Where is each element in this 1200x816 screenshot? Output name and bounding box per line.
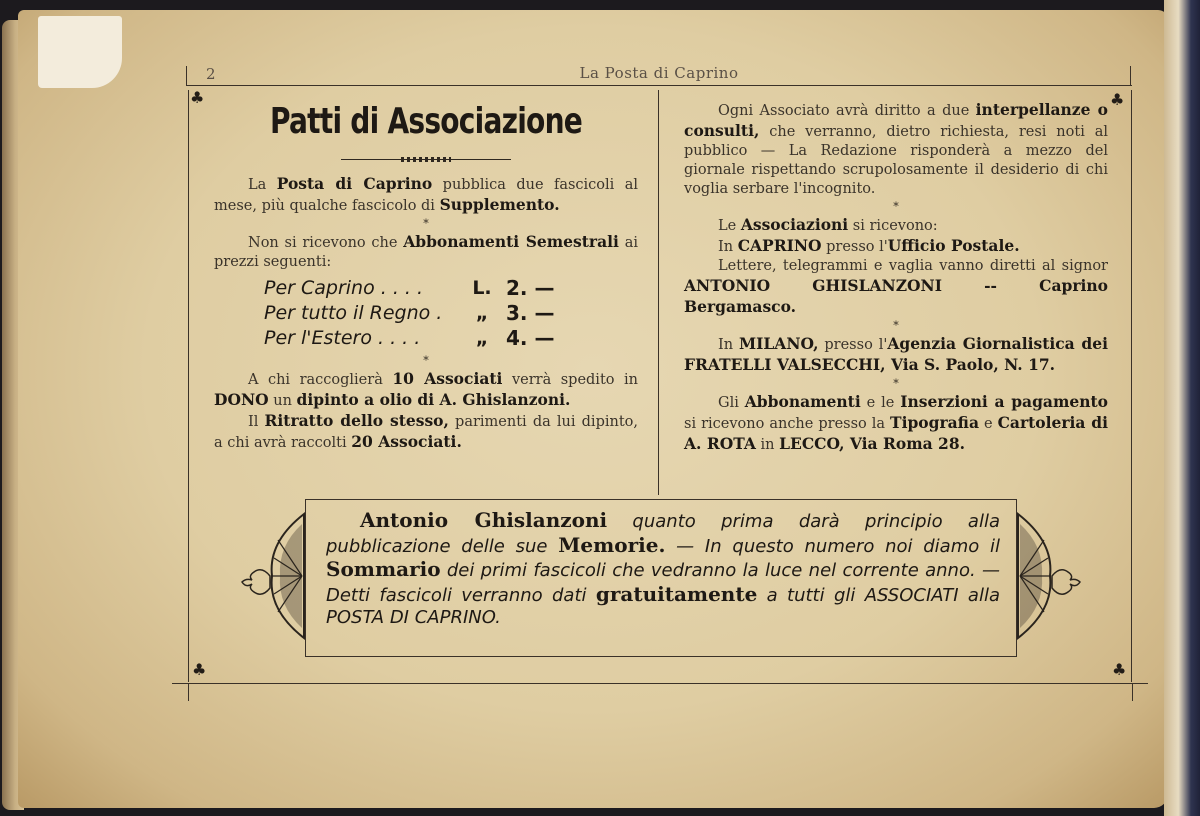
left-column xyxy=(214,96,638,453)
paragraph: Non si ricevono che Abbonamenti Semestrali ai prezzi seguenti: xyxy=(214,232,638,270)
decorative-rule xyxy=(341,154,511,164)
club-ornament-icon: ♣ xyxy=(190,88,205,107)
header-tick-left xyxy=(186,66,187,86)
running-title: La Posta di Caprino xyxy=(579,64,739,82)
paragraph: Le Associazioni si ricevono: xyxy=(718,215,938,234)
column-divider xyxy=(658,90,659,495)
section-title: Patti di Associazione xyxy=(269,101,583,142)
fan-ornament-icon xyxy=(238,510,308,642)
paragraph: In CAPRINO presso l'Ufficio Postale. xyxy=(718,236,1020,255)
book-binding-edge xyxy=(1164,0,1200,816)
paragraph: In MILANO, presso l'Agenzia Giornalistica dei FRATELLI VALSECCHI, Via S. Paolo, N. 17. xyxy=(684,334,1108,374)
footer-tick-left xyxy=(188,683,189,701)
club-ornament-icon: ♣ xyxy=(1110,90,1125,109)
asterism: * xyxy=(893,319,899,332)
page-header xyxy=(186,62,1132,86)
paragraph: Gli Abbonamenti e le Inserzioni a pagamento si ricevono anche presso la Tipografia e Cartoleria di A. ROTA in LECCO, Via Roma 28. xyxy=(684,392,1108,453)
memorie-notice-box xyxy=(305,499,1017,657)
asterism: * xyxy=(893,377,899,390)
paragraph: A chi raccoglierà 10 Associati verrà spedito in DONO un dipinto a olio di A. Ghislanzoni. xyxy=(214,369,638,409)
frame-bottom-rule xyxy=(172,683,1148,684)
paragraph: La Posta di Caprino pubblica due fascicoli al mese, più qualche fascicolo di Supplemento. xyxy=(214,174,638,214)
paragraph: Il Ritratto dello stesso, parimenti da lui dipinto, a chi avrà raccolti 20 Associati. xyxy=(214,411,638,451)
fan-ornament-icon xyxy=(1014,510,1084,642)
paragraph: Lettere, telegrammi e vaglia vanno diretti al signor ANTONIO GHISLANZONI -- Caprino Bergamasco. xyxy=(684,258,1108,316)
torn-corner xyxy=(38,16,122,88)
price-row: Per l'Estero . . . . „ 4. — xyxy=(264,326,555,350)
asterism: * xyxy=(423,217,429,230)
asterism: * xyxy=(423,354,429,367)
asterism: * xyxy=(893,200,899,213)
club-ornament-icon: ♣ xyxy=(1112,660,1127,679)
club-ornament-icon: ♣ xyxy=(192,660,207,679)
price-list xyxy=(264,276,638,351)
price-row: Per tutto il Regno . „ 3. — xyxy=(264,301,555,325)
price-row: Per Caprino . . . . L. 2. — xyxy=(264,276,555,300)
header-tick-right xyxy=(1130,66,1131,86)
notice-text: Antonio Ghislanzoni quanto prima darà principio alla pubblicazione delle sue Memorie. — In questo numero noi diamo il Sommario dei primi fascicoli che vedranno la luce nel corrente anno. — Detti fascicoli verranno dati gratuitamente a tutti gli ASSOCIATI alla POSTA DI CAPRINO. xyxy=(326,508,1001,628)
page-number: 2 xyxy=(206,65,216,83)
paragraph: Ogni Associato avrà diritto a due interpellanze o consulti, che verranno, dietro richiesta, resi noti al pubblico — La Redazione risponderà a mezzo del giornale rispettando scrupolosamente il desiderio di chi voglia serbare l'incognito. xyxy=(684,100,1108,197)
footer-tick-right xyxy=(1132,683,1133,701)
right-column xyxy=(684,100,1108,455)
